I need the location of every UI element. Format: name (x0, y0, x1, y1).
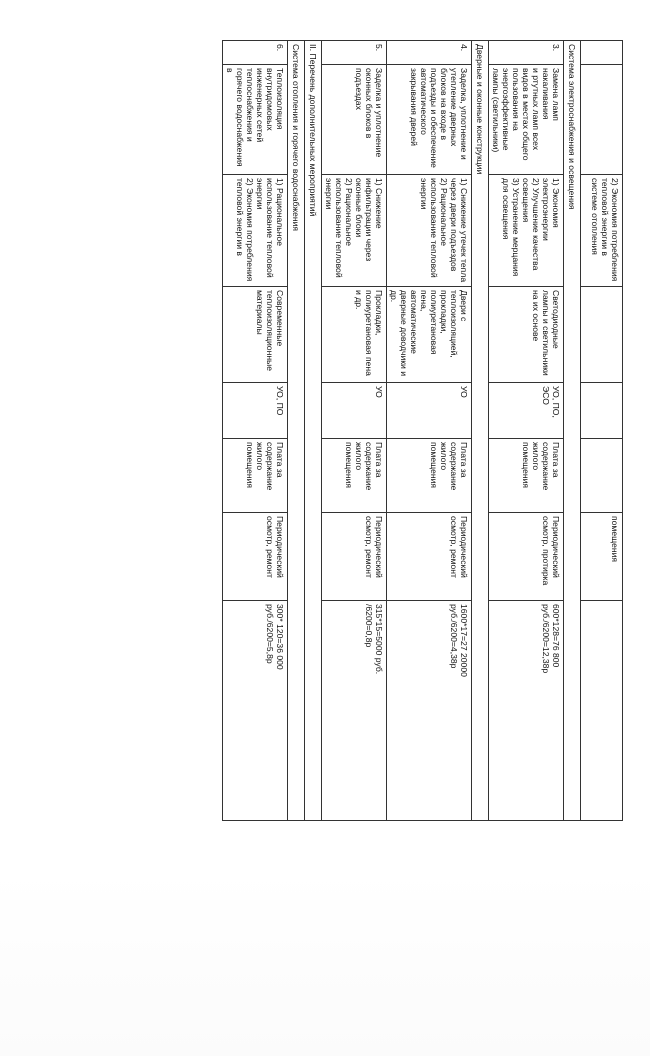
cell-materials: Светодиодные лампы и светильники на их основе (489, 287, 564, 383)
table-row (322, 41, 387, 821)
cell-effect: 2) Экономия потребления тепловой энергии в системе отопления (581, 175, 623, 287)
cell-executor: УО, ПО (223, 383, 288, 439)
section-row (305, 41, 322, 821)
cell-periodicity: Периодический осмотр, ремонт (387, 513, 472, 601)
cell-cost (581, 601, 623, 821)
cell-cost: 600*128=76 800 руб./6200=12,38р (489, 601, 564, 821)
page-bottom-margin (0, 870, 650, 1056)
cell-num (581, 41, 623, 65)
rotated-table-container (130, 40, 623, 820)
section-title: Система электроснабжения и освещения (564, 41, 581, 821)
cell-effect: 1) Экономия электроэнергии 2) Улучшение качества освещения 3) Устранение мерцания для освещения (489, 175, 564, 287)
section-title: Система отопления и горячего водоснабжения (288, 41, 305, 821)
cell-executor: УО (322, 383, 387, 439)
section-title: Дверные и оконные конструкции (472, 41, 489, 821)
section-title: II. Перечень дополнительных мероприятий (305, 41, 322, 821)
cell-name (581, 65, 623, 175)
cell-cost: 315*15=5000 руб. /6200=0,8р (322, 601, 387, 821)
cell-name: Заделка и уплотнение оконных блоков в подъездах (322, 65, 387, 175)
cell-executor: УО, ПО, ЭСО (489, 383, 564, 439)
table-row (387, 41, 472, 821)
section-row (288, 41, 305, 821)
cell-executor: УО (387, 383, 472, 439)
cell-effect: 1) Снижение инфильтрации через оконные блоки 2) Рациональное использование тепловой энергии (322, 175, 387, 287)
cell-funding: Плата за содержание жилого помещения (489, 439, 564, 513)
cell-num: 5. (322, 41, 387, 65)
cell-cost: 300* 120=36 000 руб./6200=5,8р (223, 601, 288, 821)
table-row (489, 41, 564, 821)
cell-periodicity: Периодический осмотр, ремонт (322, 513, 387, 601)
cell-periodicity: помещения (581, 513, 623, 601)
cell-materials: Современные теплоизоляционные материалы (223, 287, 288, 383)
cell-periodicity: Периодический осмотр, ремонт (223, 513, 288, 601)
cell-funding: Плата за содержание жилого помещения (322, 439, 387, 513)
cell-num: 6. (223, 41, 288, 65)
cell-effect: 1) Снижение утечек тепла через двери подъездов 2) Рациональное использование тепловой энергии (387, 175, 472, 287)
section-row (472, 41, 489, 821)
cell-cost: 1600*17=27 20000 руб./6200=4,38р (387, 601, 472, 821)
cell-funding: Плата за содержание жилого помещения (223, 439, 288, 513)
cell-num: 4. (387, 41, 472, 65)
cell-num: 3. (489, 41, 564, 65)
cell-funding (581, 439, 623, 513)
table-row (223, 41, 288, 821)
section-row (564, 41, 581, 821)
cell-periodicity: Периодический осмотр, протирка (489, 513, 564, 601)
cell-effect: 1) Рациональное использование тепловой энергии 2) Экономия потребления тепловой энергии в (223, 175, 288, 287)
cell-materials: Прокладки, полиуретановая пена и др. (322, 287, 387, 383)
energy-measures-table (222, 40, 623, 821)
cell-materials (581, 287, 623, 383)
cell-funding: Плата за содержание жилого помещения (387, 439, 472, 513)
cell-executor (581, 383, 623, 439)
cell-name: Теплоизоляция внутридомовых инженерных сетей теплоснабжения и горячего водоснабжения в (223, 65, 288, 175)
cell-name: Замена ламп накаливания и ртутных ламп всех видов в местах общего пользования на энергоэффективные лампы (светильники) (489, 65, 564, 175)
table-row (581, 41, 623, 821)
cell-materials: Двери с теплоизоляцией, прокладки, полиуретановая пена, автоматические дверные доводчики и др. (387, 287, 472, 383)
cell-name: Заделка, уплотнение и утепление дверных блоков на входе в подъезды и обеспечение автоматического закрывания дверей (387, 65, 472, 175)
